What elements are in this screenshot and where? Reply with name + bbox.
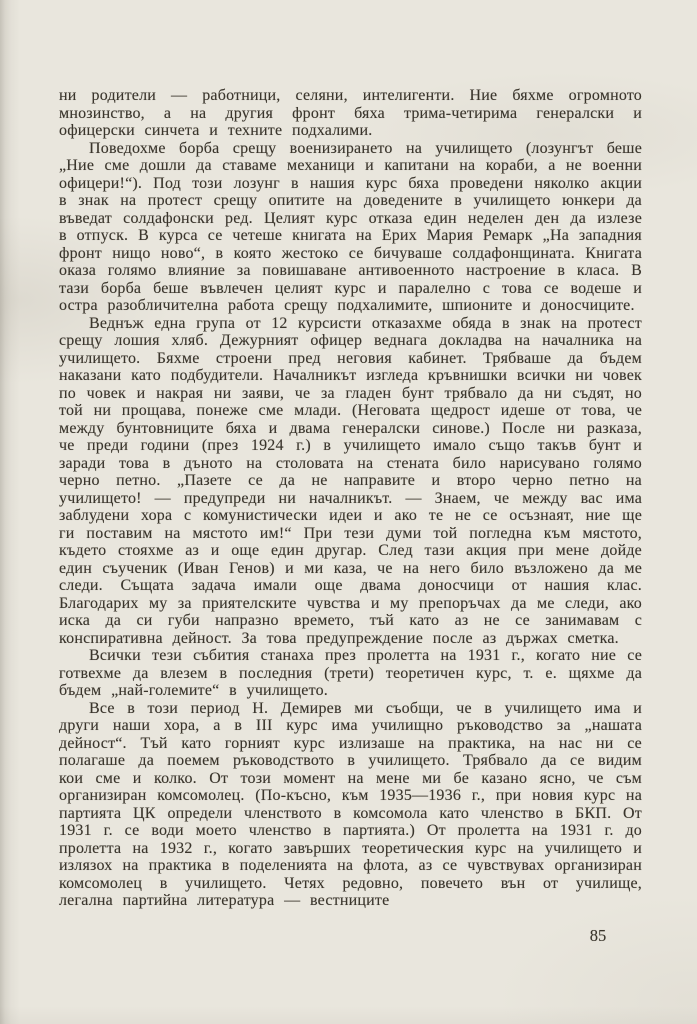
paragraph-5: Все в този период Н. Демирев ми съобщи, че в училището има и други наши хора, а в III курс има училищно ръководство за „нашата дейност“. Тъй като горният курс излизаше на практика, на нас ни се полагаше да поемем ръководството в училището. Трябвало да се видим кои сме и колко. От този момент на мене ми бе казано ясно, че съм организиран комсомолец. (По-късно, към 1935—1936 г., при новия курс на партията ЦК определи членството в комсомола като членство в БКП. От 1931 г. се води моето членство в партията.) От пролетта на 1931 г. до пролетта на 1932 г., когато завърших теоретическия курс на училището и излязох на практика в поделенията на флота, аз се чувствувах организиран комсомолец в училището. Четях редовно, повечето вън от училище, легална партийна литература — вестниците [59, 699, 642, 909]
paragraph-3: Веднъж една група от 12 курсисти отказахме обяда в знак на протест срещу лошия хляб. Дежурният офицер веднага докладва на началника на училището. Бяхме строени пред неговия кабинет. Трябваше да бъдем наказани като подбудители. Началникът изгледа кръвнишки всички ни човек по човек и накрая ни заяви, че за гладен бунт трябвало да ни съдят, но той ни прощава, понеже сме млади. (Неговата щедрост идеше от това, че между бунтовниците бяха и двама генералски синове.) После ни разказа, че преди години (през 1924 г.) в училището имало също такъв бунт и заради това в дъното на столовата на стената било нарисувано голямо черно петно. „Пазете се да не направите и второ черно петно на училището! — предупреди ни началникът. — Знаем, че между вас има заблудени хора с комунистически идеи и ако те не се осъзнаят, ние ще ги поставим на мястото им!“ При тези думи той погледна към мястото, където стояхме аз и още един другар. След тази акция при мене дойде един съученик (Иван Генов) и ми каза, че на него било възложено да ме следи. Същата задача имали още двама доносчици от нашия клас. Благодарих му за приятелските чувства и му препоръчах да ме следи, ако иска да си губи напразно времето, тъй като аз не се занимавам с конспиративна дейност. За това предупреждение после аз държах сметка. [59, 314, 642, 647]
page-number: 85 [589, 926, 607, 945]
page-text-block [59, 87, 642, 910]
paragraph-2: Поведохме борба срещу военизирането на училището (лозунгът беше „Ние сме дошли да ставаме механици и капитани на кораби, а не военни офицери!“). Под този лозунг в нашия курс бяха проведени няколко акции в знак на протест срещу опитите на доведените в училището юнкери да въведат солдафонски ред. Целият курс отказа един неделен ден да излезе в отпуск. В курса се четеше книгата на Ерих Мария Ремарк „На западния фронт нищо ново“, в която жестоко се бичуваше солдафонщината. Книгата оказа голямо влияние за повишаване антивоенното настроение в класа. В тази борба беше въвлечен целият курс и паралелно с това се водеше и остра разобличителна работа срещу подхалимите, шпионите и доносчиците. [59, 139, 642, 314]
paragraph-4: Всички тези събития станаха през пролетта на 1931 г., когато ние се готвехме да влезем в последния (трети) теоретичен курс, т. е. щяхме да бъдем „най-големите“ в училището. [59, 647, 642, 699]
paragraph-continuation: ни родители — работници, селяни, интелигенти. Ние бяхме огромното мнозинство, а на другия фронт бяха трима-четирима генералски и офицерски синчета и техните подхалими. [59, 87, 642, 139]
